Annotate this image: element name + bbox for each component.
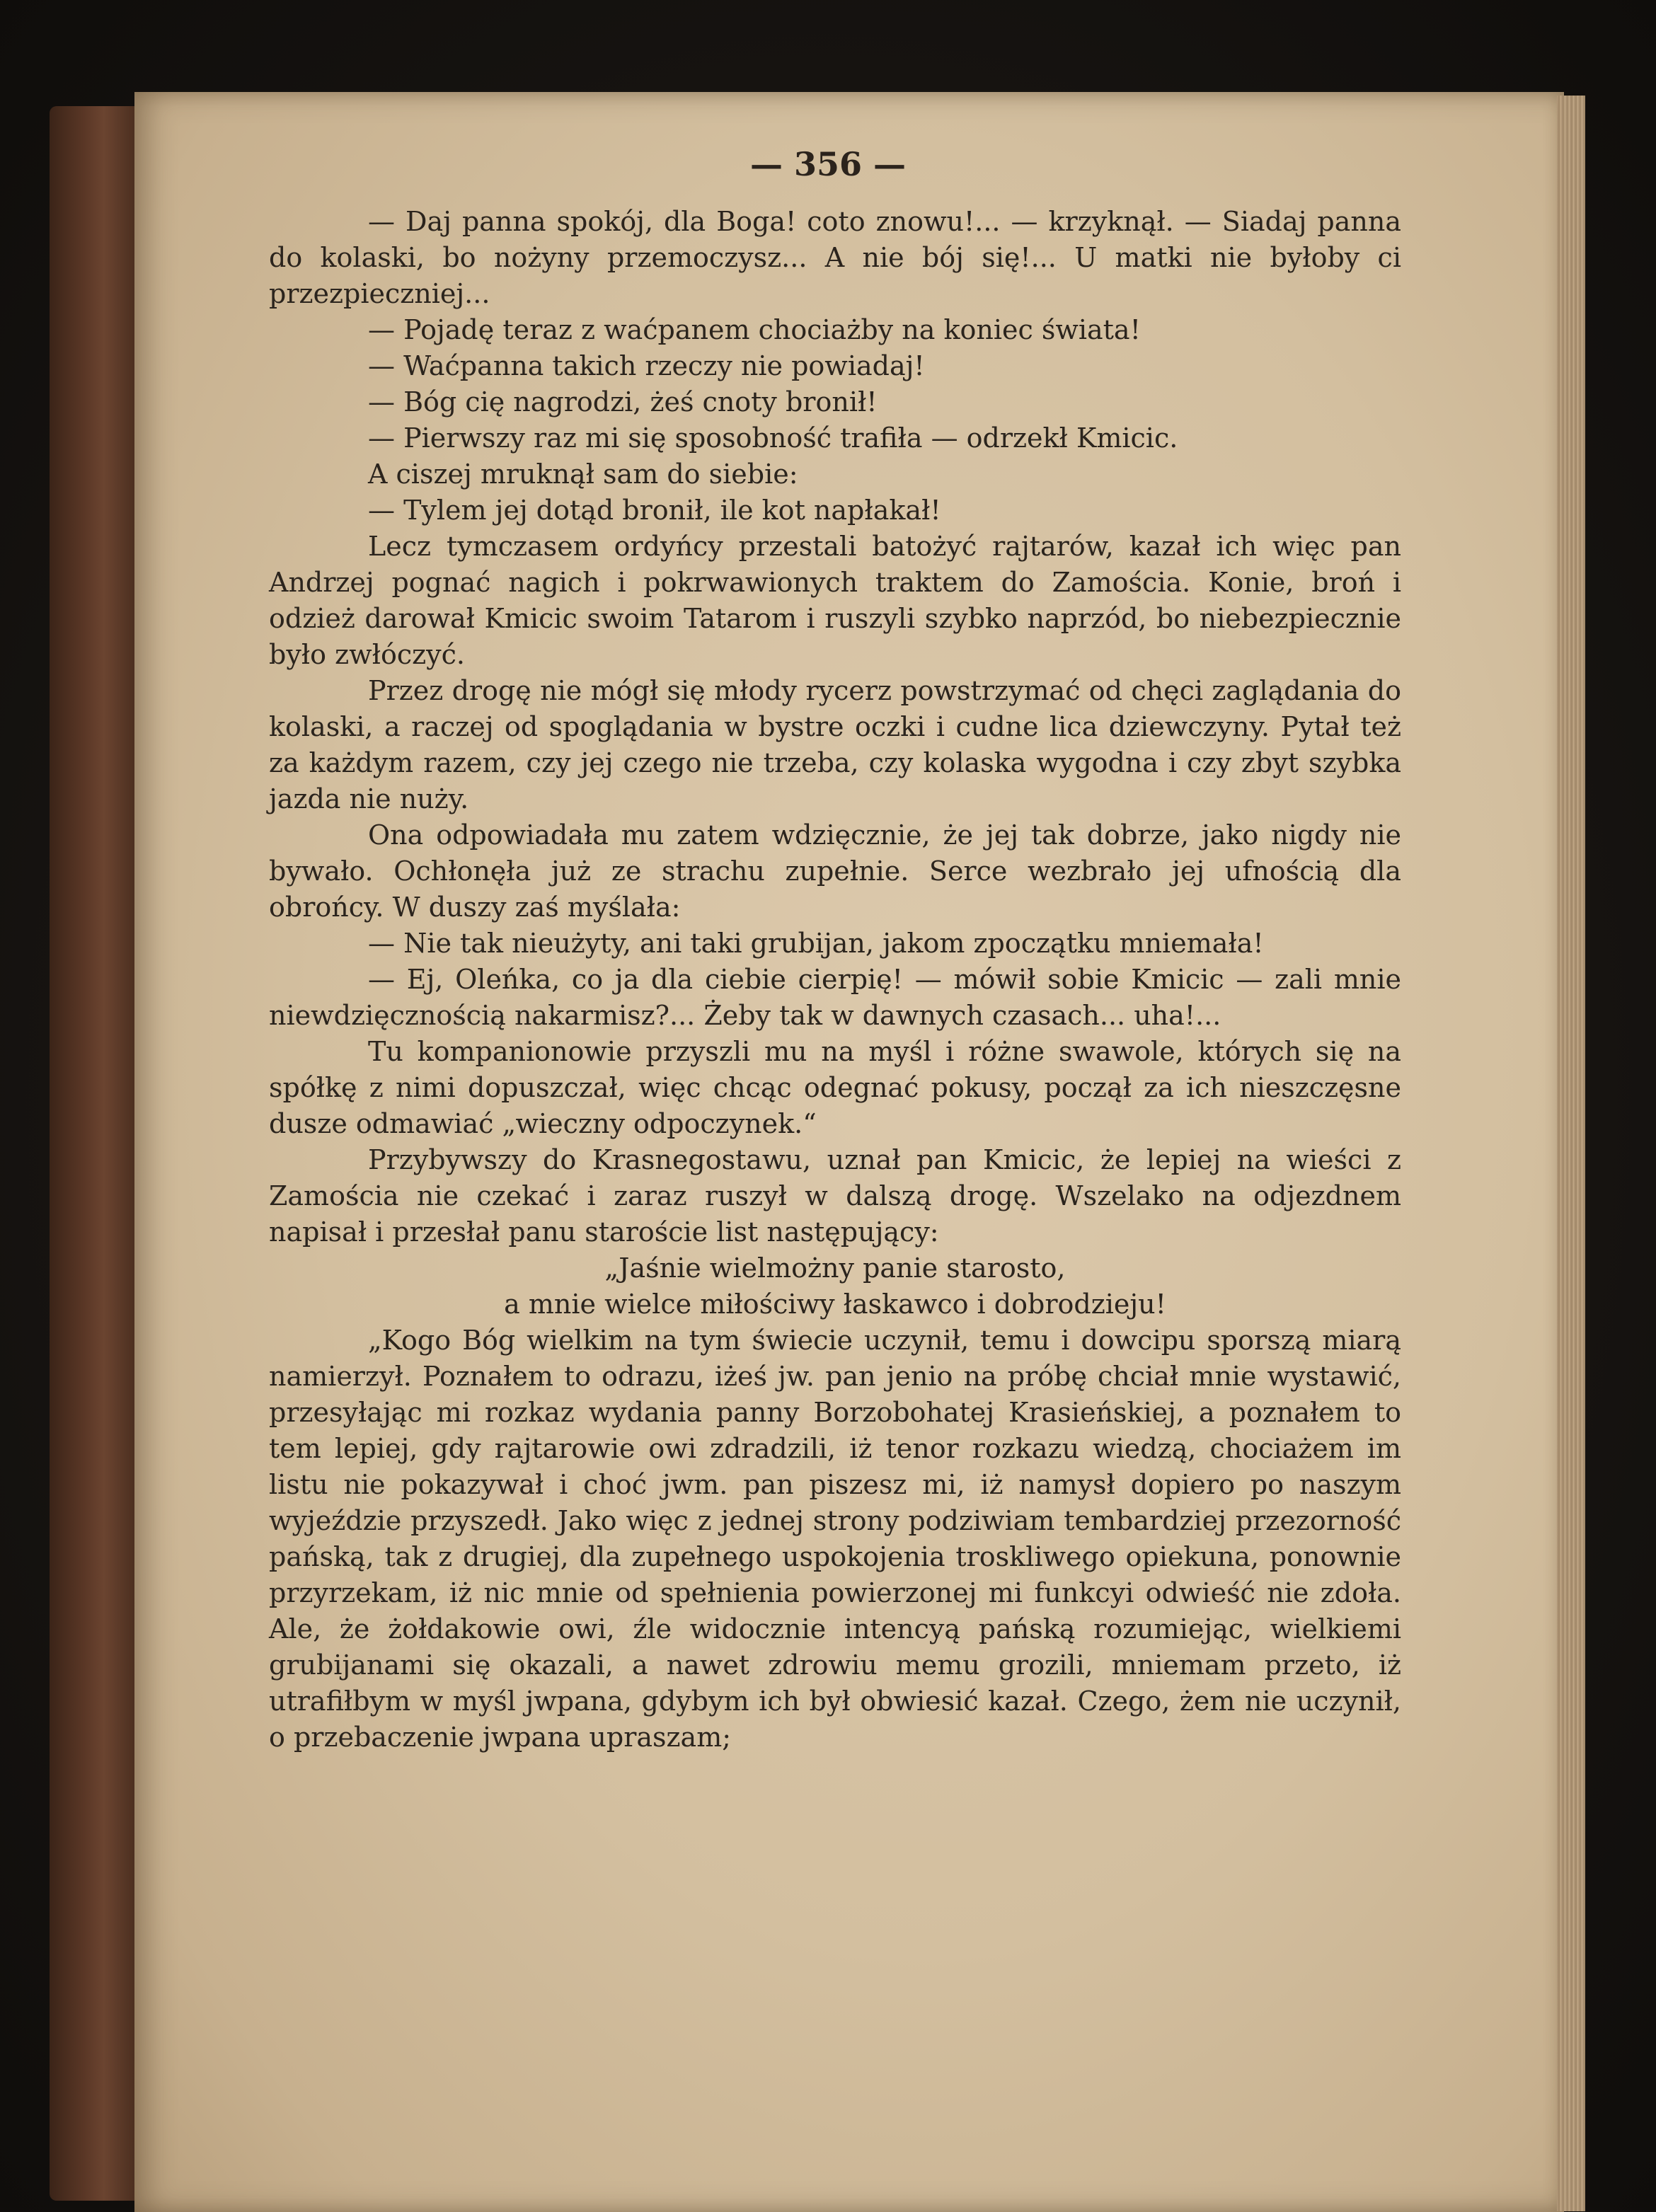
paragraph: — Waćpanna takich rzeczy nie powiadaj!	[368, 350, 925, 381]
page-stack-edge	[1557, 96, 1585, 2211]
paragraph: Lecz tymczasem ordyńcy przestali batożyć rajtarów, kazał ich więc pan Andrzej pognać nagich i pokrwawionych traktem do Zamościa. Konie, broń i odzież darował Kmicic swoim Tatarom i ruszyli szybko naprzód, bo niebezpiecznie było zwłóczyć.	[269, 531, 1401, 670]
paragraph: — Pojadę teraz z waćpanem chociażby na koniec świata!	[368, 314, 1141, 345]
page-text	[269, 204, 1401, 1756]
paragraph: Ona odpowiadała mu zatem wdzięcznie, że jej tak dobrze, jako nigdy nie bywało. Ochłonęła już ze strachu zupełnie. Serce wezbrało jej ufnością dla obrońcy. W duszy zaś myślała:	[269, 819, 1401, 923]
paragraph: — Ej, Oleńka, co ja dla ciebie cierpię! — mówił sobie Kmicic — zali mnie niewdzięcznością nakarmisz?... Żeby tak w dawnych czasach... uha!...	[269, 964, 1401, 1031]
letter-body: „Kogo Bóg wielkim na tym świecie uczynił, temu i dowcipu sporszą miarą namierzył. Poznałem to odrazu, iżeś jw. pan jenio na próbę chciał mnie wystawić, przesyłając mi rozkaz wydania panny Borzobohatej Krasieńskiej, a poznałem to tem lepiej, gdy rajtarowie owi zdradzili, iż tenor rozkazu wiedzą, chociażem im listu nie pokazywał i choć jwm. pan piszesz mi, iż namysł dopiero po naszym wyjeździe przyszedł. Jako więc z jednej strony podziwiam tembardziej przezorność pańską, tak z drugiej, dla zupełnego uspokojenia troskliwego opiekuna, ponownie przyrzekam, iż nic mnie od spełnienia powierzonej mi funkcyi odwieść nie zdoła. Ale, że żołdakowie owi, źle widocznie intencyą pańską rozumiejąc, wielkiemi grubijanami się okazali, a nawet zdrowiu memu grozili, mniemam przeto, iż utrafiłbym w myśl jwpana, gdybym ich był obwiesić kazał. Czego, żem nie uczynił, o przebaczenie jwpana upraszam;	[269, 1325, 1401, 1753]
paragraph: — Daj panna spokój, dla Boga! coto znowu!... — krzyknął. — Siadaj panna do kolaski, bo nożyny przemoczysz... A nie bój się!... U matki nie byłoby ci przezpieczniej...	[269, 206, 1401, 309]
letter-salutation-line: „Jaśnie wielmożny panie starosto,	[604, 1252, 1066, 1284]
paragraph: A ciszej mruknął sam do siebie:	[368, 459, 798, 490]
paragraph: Przybywszy do Krasnegostawu, uznał pan Kmicic, że lepiej na wieści z Zamościa nie czekać i zaraz ruszył w dalszą drogę. Wszelako na odjezdnem napisał i przesłał panu staroście list następujący:	[269, 1144, 1401, 1248]
paragraph: — Bóg cię nagrodzi, żeś cnoty bronił!	[368, 386, 878, 417]
paragraph: — Tylem jej dotąd bronił, ile kot napłakał!	[368, 495, 941, 526]
paragraph: Przez drogę nie mógł się młody rycerz powstrzymać od chęci zaglądania do kolaski, a raczej od spoglądania w bystre oczki i cudne lica dziewczyny. Pytał też za każdym razem, czy jej czego nie trzeba, czy kolaska wygodna i czy zbyt szybka jazda nie nuży.	[269, 675, 1401, 814]
paragraph: — Nie tak nieużyty, ani taki grubijan, jakom zpoczątku mniemała!	[368, 928, 1264, 959]
book-spine-edge	[50, 106, 149, 2201]
paragraph: — Pierwszy raz mi się sposobność trafiła — odrzekł Kmicic.	[368, 422, 1178, 454]
letter-salutation-line: a mnie wielce miłościwy łaskawco i dobrodzieju!	[504, 1289, 1166, 1320]
page-number: — 356 —	[749, 145, 907, 183]
paragraph: Tu kompanionowie przyszli mu na myśl i różne swawole, których się na spółkę z nimi dopuszczał, więc chcąc odegnać pokusy, począł za ich nieszczęsne dusze odmawiać „wieczny odpoczynek.“	[269, 1036, 1401, 1139]
